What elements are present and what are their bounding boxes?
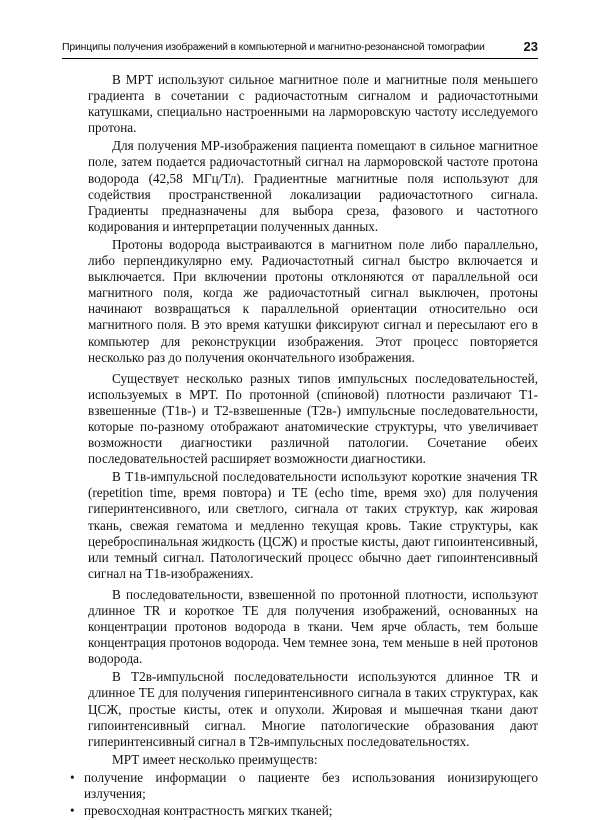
advantages-list (70, 770, 538, 819)
list-item-text: превосходная контрастность мягких тканей; (84, 803, 333, 819)
paragraph: МРТ имеет несколько преимуществ: (112, 751, 318, 767)
paragraph: В Т1в-импульсной последовательности используют короткие значения TR (repetition time, время повтора) и TE (echo time, время эхо) для получения гиперинтенсивного, или светлого, сигнала от таких структур, как жировая ткань, свежая гематома и медленно текущая кровь. Такие структуры, как цереброспинальная жидкость (ЦСЖ) и простые кисты, дают гипоинтенсивный, или темный сигнал. Патологический процесс обычно дает гипоинтенсивный сигнал на Т1в-изображениях. (88, 469, 538, 581)
list-item (70, 803, 538, 819)
paragraph: В Т2в-импульсной последовательности используются длинное TR и длинное TE для получения гиперинтенсивного сигнала в таких структурах, как ЦСЖ, простые кисты, отек и опухоли. Жировая и мышечная ткани дают гипоинтенсивный сигнал. Многие патологические образования дают гиперинтенсивный сигнал в Т2в-импульсных последовательностях. (88, 669, 538, 749)
bullet-icon: • (70, 769, 75, 785)
page-number: 23 (523, 39, 538, 54)
paragraph: Протоны водорода выстраиваются в магнитном поле либо параллельно, либо перпендикулярно ему. Радиочастотный сигнал быстро включается и выключается. При включении протоны отклоняются от параллельной оси магнитного поля, когда же радиочастотный сигнал выключен, протоны начинают возвращаться к параллельной ориентации относительно оси магнитного поля. В это время катушки фиксируют сигнал и пересылают его в компьютер для реконструкции изображения. Этот процесс повторяется несколько раз до получения окончательного изображения. (88, 236, 538, 365)
bullet-icon: • (70, 803, 75, 819)
running-header-title: Принципы получения изображений в компьютерной и магнитно-резонансной томографии (62, 41, 485, 53)
paragraph: В последовательности, взвешенной по протонной плотности, используют длинное TR и короткое TE для получения изображений, основанных на концентрации протонов водорода в ткани. Чем ярче область, тем больше концентрация протонов водорода. Чем темнее зона, тем меньше в ней протонов водорода. (88, 586, 538, 667)
list-item-text: получение информации о пациенте без использования ионизирующего излучения; (84, 769, 538, 802)
paragraph: Существует несколько разных типов импульсных последовательностей, используемых в МРТ. По протонной (спи́новой) плотности различают Т1-взвешенные (Т1в-) и Т2-взвешенные (Т2в-) импульсные последовательности, которые по-разному отображают анатомические структуры, что увеличивает возможности диагностики различной патологии. Сочетание обеих последовательностей расширяет возможности диагностики. (88, 370, 538, 467)
paragraph: В МРТ используют сильное магнитное поле и магнитные поля меньшего градиента в сочетании с радиочастотным сигналом и радиочастотными катушками, специально настроенными на ларморовскую частоту исследуемого протона. (88, 72, 538, 136)
paragraph: Для получения МР-изображения пациента помещают в сильное магнитное поле, затем подается радиочастотный сигнал на ларморовской частоте протона водорода (42,58 МГц/Тл). Градиентные магнитные поля используют для содействия пространственной локализации радиочастотного сигнала. Градиенты предназначены для выбора среза, фазового и частотного кодирования и интерпретации полученных данных. (88, 138, 538, 234)
body-text (70, 72, 538, 820)
running-header (62, 40, 538, 59)
list-item (70, 770, 538, 802)
